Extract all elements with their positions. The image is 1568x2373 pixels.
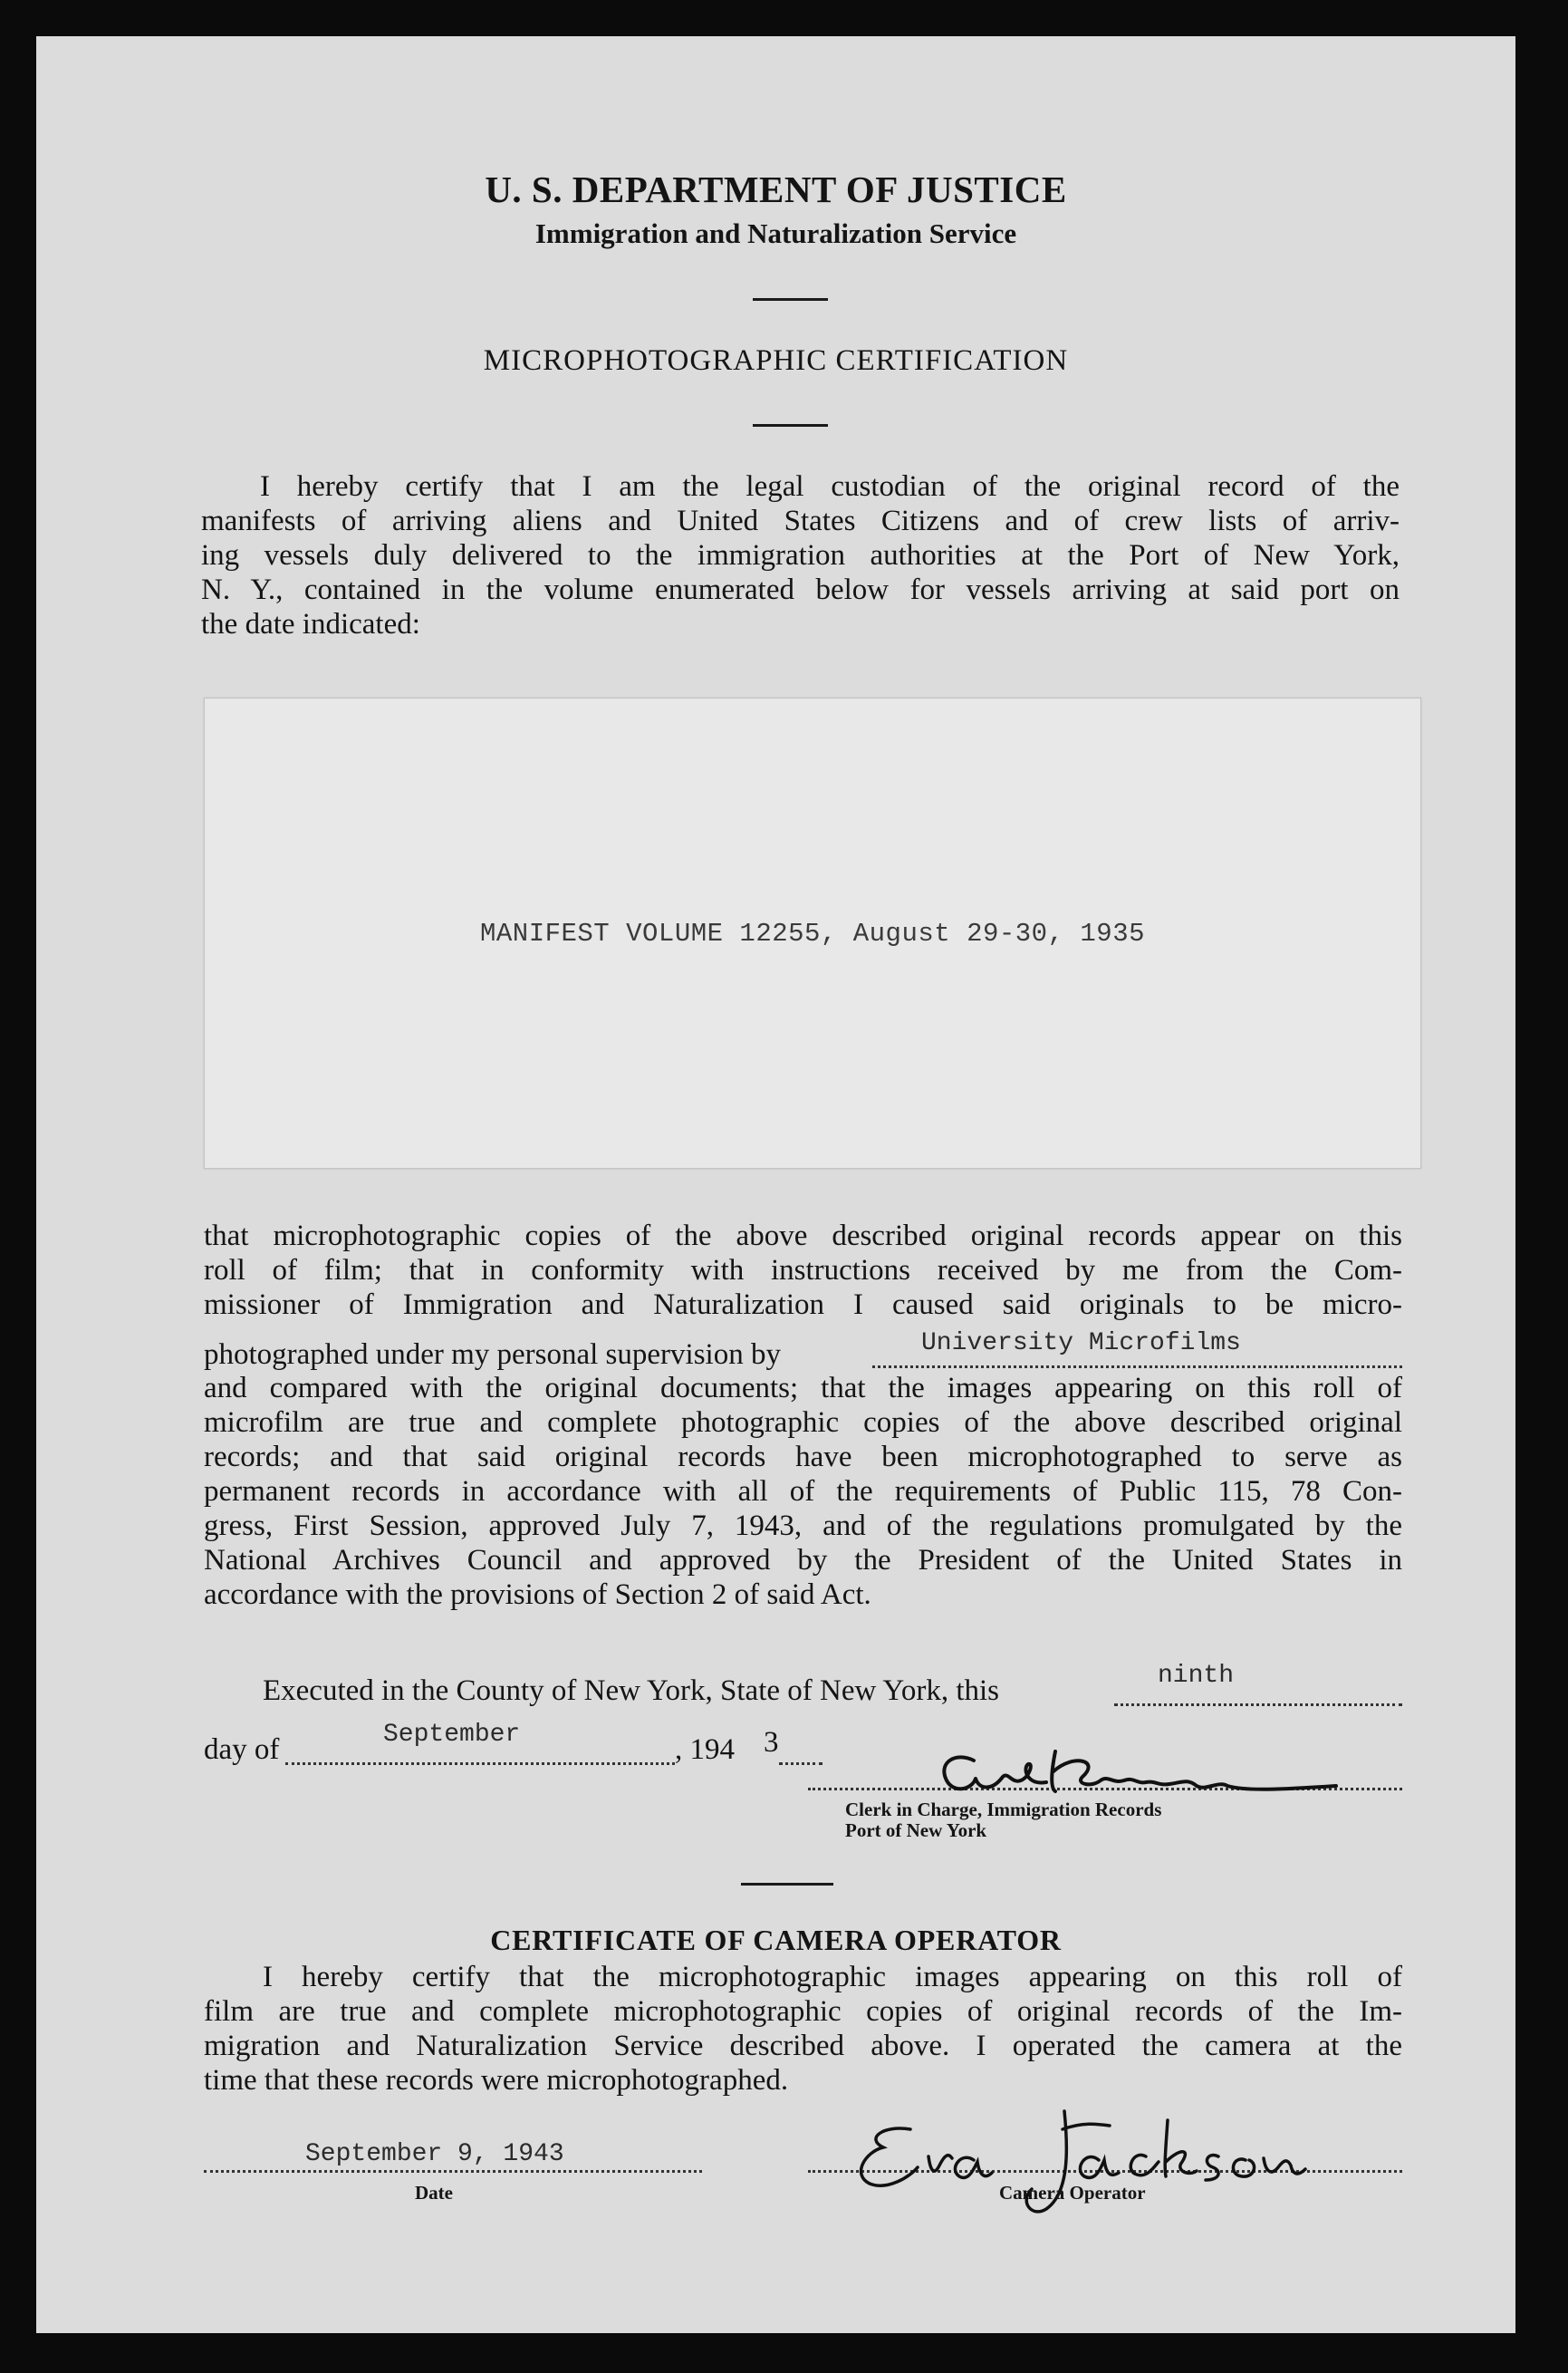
document-page: [36, 36, 1515, 2333]
intro-line: ing vessels duly delivered to the immigration authorities at the Port of New York,: [201, 539, 1400, 572]
divider-top: [753, 298, 828, 301]
intro-paragraph: [201, 469, 1400, 641]
dotted-fill-line: [285, 1762, 675, 1765]
camera-certificate-paragraph: [204, 1960, 1402, 2098]
manifest-volume-text: MANIFEST VOLUME 12255, August 29-30, 1935: [479, 919, 1146, 949]
year-digit: 3: [764, 1726, 779, 1759]
intro-line: I hereby certify that I am the legal custodian of the original record of the: [260, 470, 1400, 503]
section-title: MICROPHOTOGRAPHIC CERTIFICATION: [483, 344, 1069, 377]
body-paragraph-continued: [204, 1371, 1402, 1612]
dotted-fill-line: [872, 1365, 1402, 1368]
intro-line: the date indicated:: [201, 608, 420, 641]
dotted-fill-line: [779, 1762, 822, 1765]
camera-line: time that these records were microphotographed.: [204, 2064, 789, 2097]
body-line: accordance with the provisions of Section 2 of said Act.: [204, 1578, 871, 1611]
intro-line: manifests of arriving aliens and United States Citizens and of crew lists of arriv-: [201, 505, 1400, 537]
intro-line: N. Y., contained in the volume enumerated below for vessels arriving at said port on: [201, 574, 1400, 606]
body-line: gress, First Session, approved July 7, 1943, and of the regulations promulgated by the: [204, 1510, 1402, 1542]
operator-label: Camera Operator: [999, 2182, 1146, 2204]
body-line: missioner of Immigration and Naturalization I caused said originals to be micro-: [204, 1288, 1402, 1321]
supervision-line: [204, 1329, 1402, 1371]
service-subtitle: Immigration and Naturalization Service: [534, 217, 1017, 249]
body-line: roll of film; that in conformity with instructions received by me from the Com-: [204, 1254, 1402, 1287]
camera-line: film are true and complete microphotographic copies of original records of the Im-: [204, 1995, 1402, 2028]
body-line: records; and that said original records have been microphotographed to serve as: [204, 1441, 1402, 1473]
date-value: September 9, 1943: [305, 2140, 564, 2168]
camera-certificate-title: CERTIFICATE OF CAMERA OPERATOR: [490, 1924, 1062, 1956]
supervision-value: University Microfilms: [921, 1329, 1241, 1357]
month-value: September: [383, 1721, 521, 1749]
executed-text: Executed in the County of New York, State of New York, this: [263, 1674, 1000, 1707]
manifest-card: [204, 698, 1421, 1169]
divider-bottom: [741, 1883, 833, 1886]
body-paragraph: [204, 1219, 1402, 1322]
clerk-title: Clerk in Charge, Immigration Records: [845, 1799, 1162, 1820]
body-line: and compared with the original documents; that the images appearing on this roll of: [204, 1372, 1402, 1404]
executed-line: [204, 1662, 1402, 1711]
body-line: National Archives Council and approved by the President of the United States in: [204, 1544, 1402, 1577]
camera-line: I hereby certify that the microphotographic images appearing on this roll of: [263, 1961, 1402, 1993]
divider-middle: [753, 424, 828, 427]
body-line: permanent records in accordance with all of the requirements of Public 115, 78 Con-: [204, 1475, 1402, 1508]
date-line: [204, 2170, 702, 2173]
body-line: microfilm are true and complete photographic copies of the above described original: [204, 1406, 1402, 1439]
department-title: U. S. DEPARTMENT OF JUSTICE: [485, 169, 1067, 210]
year-prefix: , 194: [675, 1733, 735, 1766]
day-of-line: [204, 1721, 856, 1770]
supervision-prefix: photographed under my personal supervision by: [204, 1338, 781, 1371]
day-of-label: day of: [204, 1733, 280, 1766]
camera-line: migration and Naturalization Service described above. I operated the camera at the: [204, 2030, 1402, 2062]
date-label: Date: [415, 2182, 453, 2204]
dotted-fill-line: [1114, 1703, 1402, 1706]
day-value: ninth: [1158, 1662, 1235, 1690]
body-line: that microphotographic copies of the above described original records appear on this: [204, 1220, 1402, 1252]
clerk-location: Port of New York: [845, 1819, 987, 1841]
